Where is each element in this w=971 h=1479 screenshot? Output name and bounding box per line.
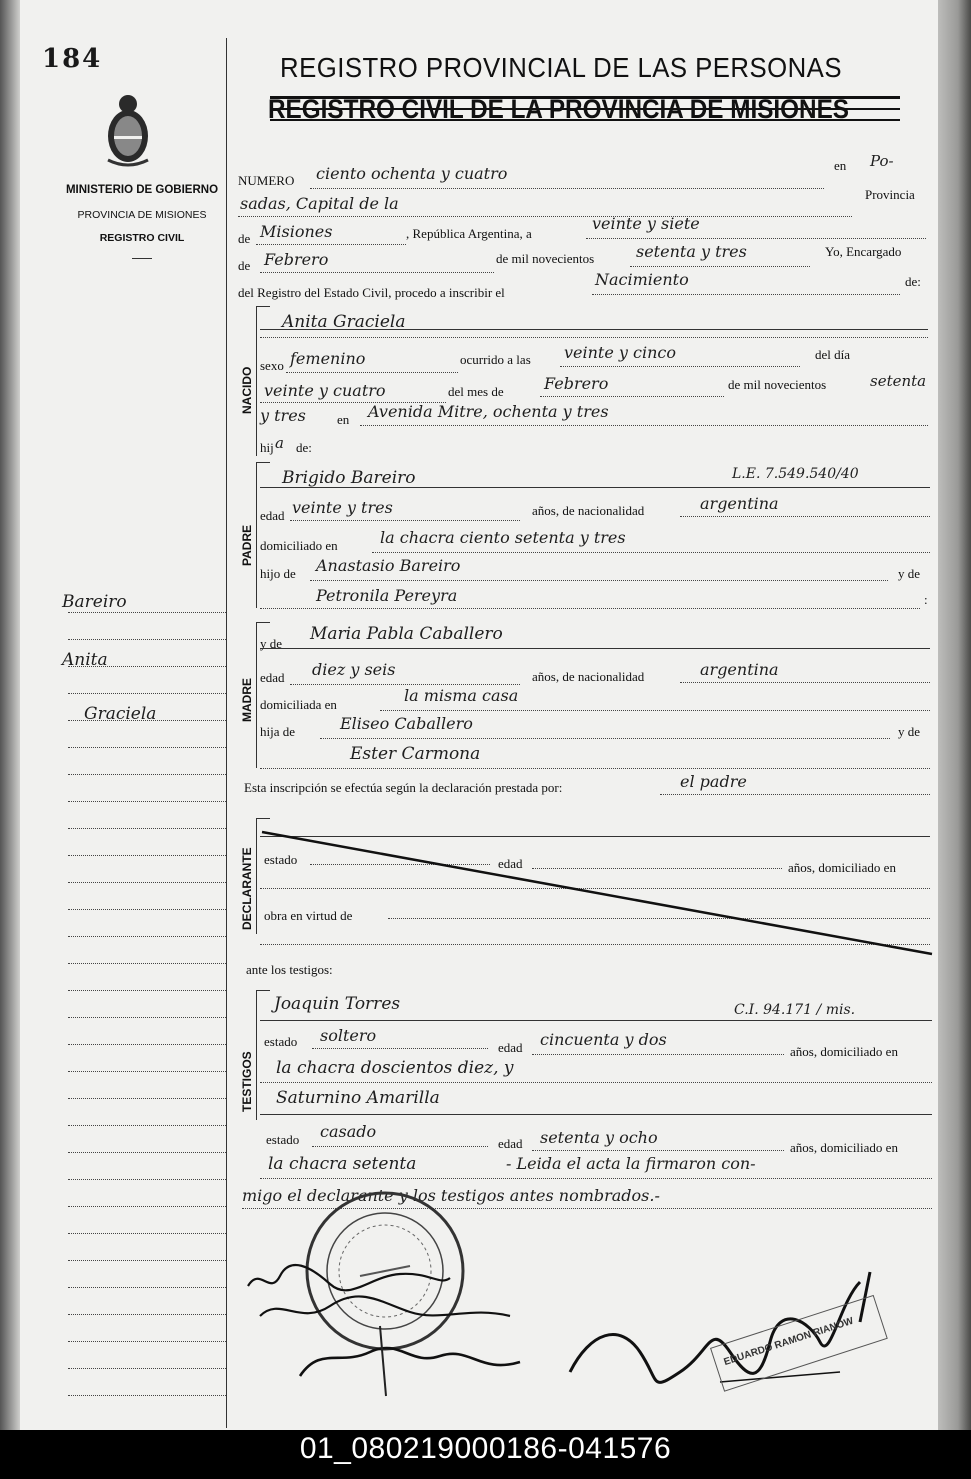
margin-note-first-name: Anita — [62, 650, 108, 670]
rule — [260, 768, 930, 769]
margin-rule-line — [68, 1287, 226, 1288]
en-label: en — [834, 158, 847, 173]
margin-rule-line — [68, 693, 226, 694]
margin-rule-line — [68, 1368, 226, 1369]
rule — [260, 648, 930, 649]
month-value: Febrero — [264, 250, 329, 269]
margin-rule-line — [68, 882, 226, 883]
witness1-edad-label: edad — [498, 1040, 523, 1055]
ocurrido-label: ocurrido a las — [460, 352, 531, 367]
rule — [238, 216, 852, 217]
rule — [256, 244, 406, 245]
republica-label: , República Argentina, a — [406, 226, 532, 241]
de-label: de — [238, 231, 251, 246]
rule — [260, 272, 494, 273]
paternal-grandfather: Anastasio Bareiro — [316, 556, 461, 575]
strike-line-bottom — [270, 119, 900, 121]
margin-rule-line — [68, 1260, 226, 1261]
rule — [532, 1150, 784, 1151]
father-dom-label: domiciliado en — [260, 538, 338, 553]
mother-hija-label: hija de — [260, 724, 296, 739]
witness1-estado-label: estado — [264, 1034, 298, 1049]
margin-rule-line — [68, 1071, 226, 1072]
cancellation-stroke — [256, 826, 936, 958]
rule — [680, 682, 930, 683]
birth-year-value-a: setenta — [870, 372, 927, 390]
mother-edad-label: edad — [260, 670, 285, 685]
mother-edad-value: diez y seis — [312, 660, 396, 679]
strike-line-top — [270, 96, 900, 99]
provincia-label: Provincia — [865, 187, 915, 202]
hija-value: a — [275, 434, 284, 452]
rule — [260, 329, 928, 330]
margin-note-second-name: Graciela — [84, 704, 157, 724]
rule — [286, 372, 458, 373]
rule — [320, 738, 890, 739]
closing-text-b: migo el declarante y los testigos antes nombrados.- — [242, 1186, 660, 1205]
rule — [290, 684, 520, 685]
hija-label: hij — [260, 440, 274, 455]
margin-rule-line — [68, 1233, 226, 1234]
margin-rule-line — [68, 1206, 226, 1207]
rule — [680, 516, 930, 517]
rule — [260, 608, 920, 609]
witness2-dom-value: la chacra setenta — [268, 1154, 417, 1174]
image-filename: 01_080219000186-041576 — [299, 1432, 672, 1465]
province-caption: PROVINCIA DE MISIONES — [77, 209, 207, 221]
father-hijo-label: hijo de — [260, 566, 296, 581]
rule — [256, 990, 270, 991]
numero-value: ciento ochenta y cuatro — [316, 164, 508, 183]
de-label-3: de: — [905, 274, 921, 289]
hija-de-label: de: — [296, 440, 312, 455]
witness2-estado-label: estado — [266, 1132, 300, 1147]
margin-rule-line — [68, 1341, 226, 1342]
declarante-estado-label: estado — [264, 852, 298, 867]
margin-rule-line — [68, 963, 226, 964]
margin-rule-line — [68, 612, 226, 613]
margin-rule-line — [68, 855, 226, 856]
sexo-value: femenino — [290, 349, 366, 368]
margin-rule-line — [68, 909, 226, 910]
del-dia-label: del día — [815, 347, 851, 362]
registro-label: del Registro del Estado Civil, procedo a inscribir el — [238, 285, 505, 300]
registry-caption: REGISTRO CIVIL — [99, 232, 185, 244]
declaracion-value: el padre — [680, 772, 747, 791]
rule — [310, 188, 824, 189]
mother-y-de-label: y de — [260, 636, 283, 651]
rule — [256, 306, 270, 307]
witness1-estado-value: soltero — [320, 1026, 377, 1045]
month-of-birth-value: Febrero — [544, 374, 609, 393]
sexo-label: sexo — [260, 358, 284, 373]
rule — [660, 794, 930, 795]
register-sheet — [20, 0, 938, 1430]
rule — [260, 337, 928, 338]
hour-value: veinte y cinco — [564, 343, 677, 362]
declarante-anos-label: años, domiciliado en — [788, 860, 896, 875]
nacido-section-label: NACIDO — [240, 366, 254, 414]
witness1-edad-value: cincuenta y dos — [540, 1030, 667, 1049]
rule — [312, 1048, 488, 1049]
witness1-name: Joaquin Torres — [274, 994, 401, 1014]
rule — [290, 520, 520, 521]
year-value: setenta y tres — [636, 242, 747, 261]
father-nac-label: años, de nacionalidad — [532, 503, 645, 518]
day-of-birth-value: veinte y cuatro — [264, 381, 386, 400]
father-edad-value: veinte y tres — [292, 498, 393, 517]
birth-year-value-b: y tres — [260, 406, 306, 425]
strike-line-mid — [270, 108, 900, 110]
numero-label: NUMERO — [238, 173, 295, 188]
paternal-grandmother: Petronila Pereyra — [316, 586, 458, 605]
margin-rule-line — [68, 639, 226, 640]
witness1-dom-value: la chacra doscientos diez, y — [276, 1058, 514, 1078]
stamp-text: EDUARDO RAMON RIANOW — [722, 1315, 855, 1369]
coat-of-arms-icon — [102, 90, 154, 170]
margin-rule-line — [68, 1044, 226, 1045]
mother-y-de-label-2: y de — [898, 724, 921, 739]
closing-text-a: - Leida el acta la firmaron con- — [506, 1154, 756, 1173]
maternal-grandfather: Eliseo Caballero — [340, 714, 473, 733]
de-label-2: de — [238, 258, 251, 273]
mother-dom-value: la misma casa — [404, 686, 519, 705]
father-name: Brigido Bareiro — [282, 468, 416, 488]
province-value: Misiones — [260, 222, 333, 241]
margin-rule-line — [68, 1314, 226, 1315]
rule — [360, 425, 928, 426]
margin-rule-line — [68, 1152, 226, 1153]
margin-rule-line — [68, 1395, 226, 1396]
place-value-a: Po- — [870, 152, 894, 170]
rule — [260, 1020, 932, 1021]
father-colon: : — [924, 592, 928, 607]
padre-section-label: PADRE — [240, 524, 254, 566]
mother-nac-label: años, de nacionalidad — [532, 669, 645, 684]
rule — [560, 366, 800, 367]
mes-label: del mes de — [448, 384, 504, 399]
declaracion-label: Esta inscripción se efectúa según la declaración prestada por: — [244, 780, 563, 795]
rule — [310, 580, 888, 581]
declarante-section-label: DECLARANTE — [240, 847, 254, 930]
margin-rule-line — [68, 1179, 226, 1180]
ministry-caption: MINISTERIO DE GOBIERNO — [65, 184, 219, 196]
testigos-intro-label: ante los testigos: — [246, 962, 333, 977]
year-label: de mil novecientos — [496, 251, 595, 266]
madre-section-label: MADRE — [240, 678, 254, 722]
rule — [630, 266, 810, 267]
father-edad-label: edad — [260, 508, 285, 523]
father-y-de-label: y de — [898, 566, 921, 581]
father-id: L.E. 7.549.540/40 — [732, 466, 859, 482]
margin-rule-line — [68, 936, 226, 937]
child-name: Anita Graciela — [282, 312, 406, 332]
witness2-edad-label: edad — [498, 1136, 523, 1151]
mother-name: Maria Pabla Caballero — [310, 624, 503, 644]
witness2-name: Saturnino Amarilla — [276, 1088, 440, 1108]
rule — [256, 622, 270, 623]
mother-nac-value: argentina — [700, 660, 779, 679]
rule — [592, 294, 900, 295]
margin-note-surname: Bareiro — [62, 592, 127, 612]
rule — [380, 710, 930, 711]
rule — [586, 238, 926, 239]
margin-rule-line — [68, 828, 226, 829]
padre-bracket — [256, 462, 257, 608]
maternal-grandmother: Ester Carmona — [350, 744, 481, 764]
margin-rule-line — [68, 774, 226, 775]
father-nac-value: argentina — [700, 494, 779, 513]
birth-year-label: de mil novecientos — [728, 377, 827, 392]
declarant-witness-signatures — [240, 1256, 530, 1416]
rule — [372, 552, 930, 553]
header-struck-subtitle: REGISTRO CIVIL DE LA PROVINCIA DE MISIONES — [268, 94, 850, 124]
page-binding-edge — [0, 0, 20, 1430]
caption-divider — [132, 258, 152, 259]
rule — [260, 1178, 932, 1179]
witness2-edad-value: setenta y ocho — [540, 1128, 658, 1147]
nacido-bracket — [256, 306, 257, 456]
place-value-b: sadas, Capital de la — [240, 194, 399, 213]
margin-rule-line — [68, 990, 226, 991]
margin-rule-line — [68, 747, 226, 748]
witness1-anos-label: años, domiciliado en — [790, 1044, 898, 1059]
margin-rule-line — [68, 1125, 226, 1126]
margin-rule-line — [68, 801, 226, 802]
rule — [260, 1082, 932, 1083]
declarante-edad-label: edad — [498, 856, 523, 871]
rule — [260, 487, 930, 488]
declarante-obra-label: obra en virtud de — [264, 908, 353, 923]
witness2-anos-label: años, domiciliado en — [790, 1140, 898, 1155]
rule — [312, 1146, 488, 1147]
witness1-id: C.I. 94.171 / mis. — [734, 1002, 856, 1018]
header-title: REGISTRO PROVINCIAL DE LAS PERSONAS — [280, 52, 842, 83]
yo-label: Yo, Encargado — [825, 244, 902, 259]
mother-dom-label: domiciliada en — [260, 697, 337, 712]
act-value: Nacimiento — [595, 270, 689, 289]
rule — [256, 462, 270, 463]
page-right-edge — [938, 0, 971, 1430]
rule — [540, 396, 724, 397]
rule — [532, 1054, 784, 1055]
rule — [256, 818, 270, 819]
birth-en-label: en — [337, 412, 350, 427]
madre-bracket — [256, 622, 257, 768]
birth-place-value: Avenida Mitre, ochenta y tres — [368, 402, 609, 421]
testigos-section-label: TESTIGOS — [240, 1051, 254, 1112]
witness2-estado-value: casado — [320, 1122, 377, 1141]
page-number: 184 — [42, 44, 103, 74]
testigos-bracket — [256, 990, 257, 1120]
day-value: veinte y siete — [592, 214, 700, 233]
margin-rule-line — [68, 1017, 226, 1018]
rule — [260, 1114, 932, 1115]
margin-rule-line — [68, 1098, 226, 1099]
father-dom-value: la chacra ciento setenta y tres — [380, 528, 626, 547]
margin-rule — [226, 38, 227, 1428]
